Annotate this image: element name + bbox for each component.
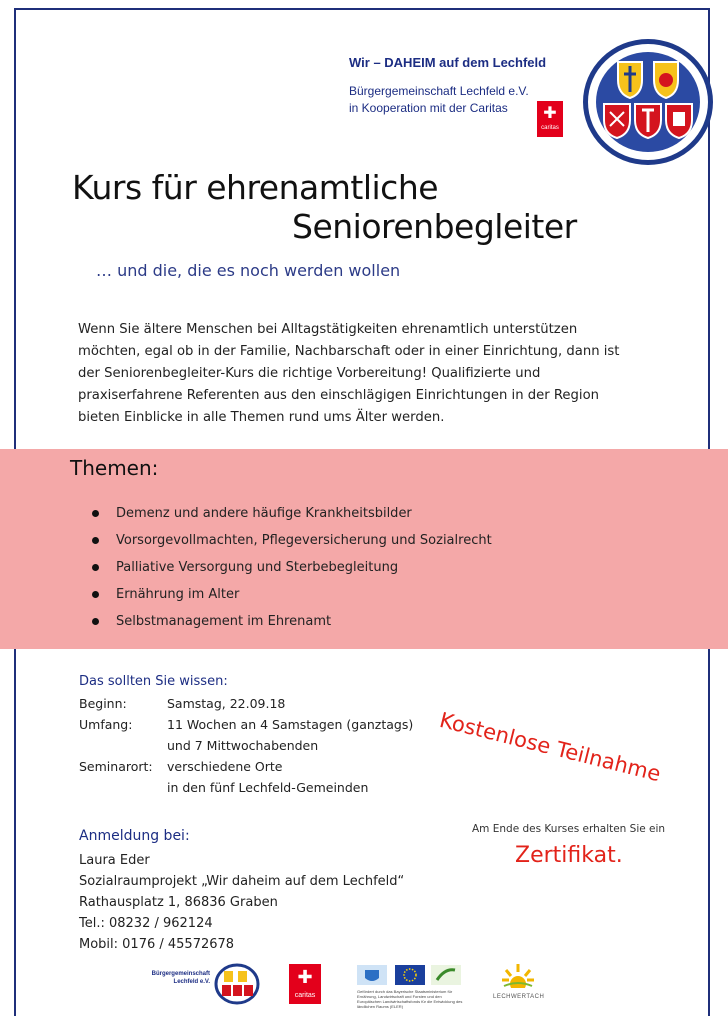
coats-of-arms-icon xyxy=(596,52,700,152)
footer-caritas-logo xyxy=(289,964,321,1004)
funding-logos-icon xyxy=(357,964,467,986)
contact-phone: Tel.: 08232 / 962124 xyxy=(79,916,213,931)
list-item xyxy=(92,530,492,557)
list-item xyxy=(92,611,492,638)
contact-mobile: Mobil: 0176 / 45572678 xyxy=(79,937,235,952)
info-heading: Das sollten Sie wissen: xyxy=(79,674,228,689)
emblem-background xyxy=(596,52,700,152)
umfang-value-2: und 7 Mittwochabenden xyxy=(167,738,319,753)
registration-heading: Anmeldung bei: xyxy=(79,828,190,844)
free-participation-stamp: Kostenlose Teilnahme xyxy=(437,708,664,787)
footer-caritas-label: caritas xyxy=(294,992,316,999)
footer-bg-line-1: Bürgergemeinschaft xyxy=(151,971,210,977)
umfang-value-1: 11 Wochen an 4 Samstagen (ganztags) xyxy=(167,717,414,732)
certificate-intro: Am Ende des Kurses erhalten Sie ein xyxy=(472,823,666,835)
list-item xyxy=(92,557,492,584)
list-item xyxy=(92,584,492,611)
funding-text: Gefördert durch das Bayerische Staatsministerium für Ernährung, Landwirtschaft und Forsten und den Europäischen Landwirtschaftsfonds für die Entwicklung des ländlichen Raums (ELER) xyxy=(357,989,463,1009)
beginn-value: Samstag, 22.09.18 xyxy=(167,696,286,711)
bullet-icon xyxy=(92,537,99,544)
footer-bg-line-2: Lechfeld e.V. xyxy=(173,979,210,985)
caritas-logo xyxy=(537,101,563,137)
beginn-label: Beginn: xyxy=(79,696,127,711)
topic-label: Palliative Versorgung und Sterbebegleitung xyxy=(116,560,399,575)
caritas-cross-icon: ✚ xyxy=(543,103,557,122)
page-title-line-1: Kurs für ehrenamtliche xyxy=(72,168,439,207)
lechfeld-emblem xyxy=(583,39,713,165)
topic-label: Vorsorgevollmachten, Pflegeversicherung und Sozialrecht xyxy=(116,533,492,548)
topics-heading: Themen: xyxy=(70,456,159,480)
certificate-label: Zertifikat. xyxy=(515,843,623,868)
caritas-cross-icon: ✚ xyxy=(297,967,313,988)
contact-project: Sozialraumprojekt „Wir daheim auf dem Lechfeld“ xyxy=(79,874,405,889)
bullet-icon xyxy=(92,618,99,625)
contact-address: Rathausplatz 1, 86836 Graben xyxy=(79,895,278,910)
subtitle: … und die, die es noch werden wollen xyxy=(96,261,401,280)
intro-paragraph: Wenn Sie ältere Menschen bei Alltagstätigkeiten ehrenamtlich unterstützen möchten, egal ob in der Familie, Nachbarschaft oder in einer Einrichtung, dann ist der Seniorenbegleiter-Kurs die richtige Vorbereitung! Qualifizierte und praxiserfahrene Referenten aus den einschlägigen Einrichtungen in der Region bieten Einblicke in alle Themen rund ums Älter werden. xyxy=(78,322,620,425)
caritas-label: caritas xyxy=(541,125,559,131)
sun-logo-icon xyxy=(500,962,536,988)
list-item xyxy=(92,503,492,530)
topic-label: Selbstmanagement im Ehrenamt xyxy=(116,614,332,629)
lechwertach-label: LECHWERTACH xyxy=(493,994,545,1000)
contact-name: Laura Eder xyxy=(79,853,150,868)
umfang-label: Umfang: xyxy=(79,717,133,732)
topics-list xyxy=(92,503,492,638)
topic-label: Ernährung im Alter xyxy=(116,587,240,602)
page-title-line-2: Seniorenbegleiter xyxy=(292,207,577,246)
bullet-icon xyxy=(92,591,99,598)
footer-emblem-icon xyxy=(214,963,260,1005)
topic-label: Demenz und andere häufige Krankheitsbilder xyxy=(116,506,412,521)
project-title: Wir – DAHEIM auf dem Lechfeld xyxy=(349,55,547,70)
seminarort-label: Seminarort: xyxy=(79,759,153,774)
org-line-2: in Kooperation mit der Caritas xyxy=(349,101,508,115)
bullet-icon xyxy=(92,564,99,571)
org-line-1: Bürgergemeinschaft Lechfeld e.V. xyxy=(349,84,529,98)
seminarort-value-1: verschiedene Orte xyxy=(167,759,283,774)
bullet-icon xyxy=(92,510,99,517)
seminarort-value-2: in den fünf Lechfeld-Gemeinden xyxy=(167,780,369,795)
